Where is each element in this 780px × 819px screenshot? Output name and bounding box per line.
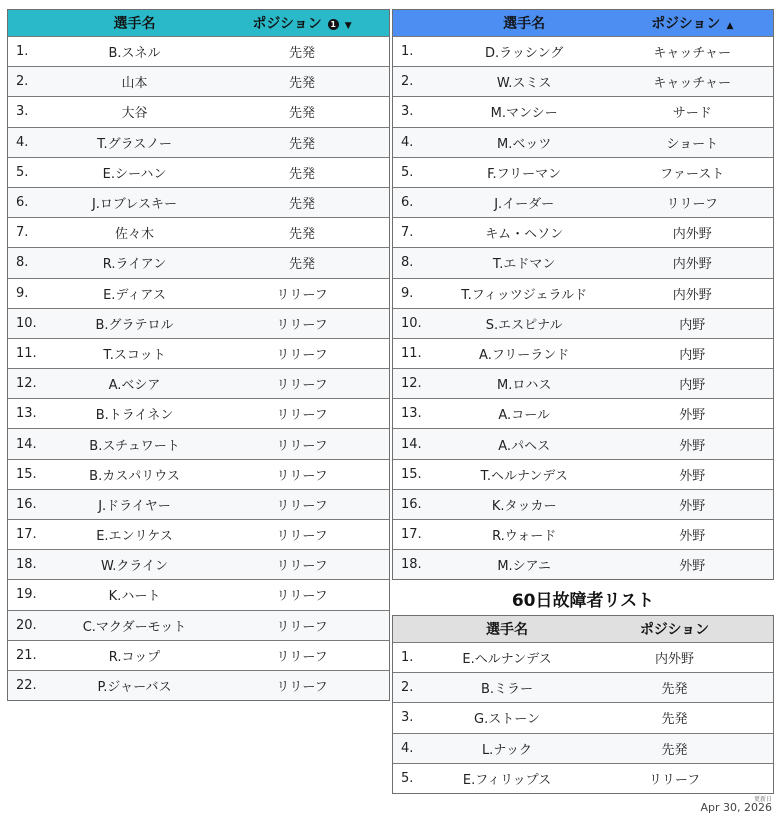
row-number: 13.: [401, 406, 422, 422]
table-row: [393, 733, 773, 763]
row-number: 4.: [401, 740, 414, 756]
header-name[interactable]: 選手名: [503, 16, 546, 32]
player-name: B.グラテロル: [95, 317, 174, 333]
player-name: K.ハート: [108, 589, 161, 605]
row-number: 3.: [401, 710, 414, 726]
player-name: K.タッカー: [491, 498, 557, 514]
player-name: F.フリーマン: [487, 166, 562, 182]
player-name: L.ナック: [481, 742, 533, 758]
player-name: キム・ヘソン: [485, 227, 564, 243]
table-row: [393, 519, 773, 549]
player-position: 先発: [288, 106, 315, 122]
row-number: 11.: [16, 345, 37, 361]
player-position: 先発: [661, 682, 688, 698]
table-row: [8, 36, 389, 66]
player-position: 外野: [679, 529, 706, 545]
table-row: [8, 640, 389, 670]
player-name: P.ジャーバス: [97, 680, 172, 696]
player-position: リリーフ: [276, 649, 328, 665]
table-row: [393, 398, 773, 428]
player-name: E.ディアス: [103, 287, 166, 303]
row-number: 19.: [16, 587, 37, 603]
player-name: E.フィリップス: [462, 772, 552, 788]
player-position: リリーフ: [276, 498, 328, 514]
player-name: E.シーハン: [102, 166, 167, 182]
table-row: [8, 127, 389, 157]
table-row: [8, 579, 389, 609]
table-row: [8, 157, 389, 187]
row-number: 14.: [401, 436, 422, 452]
table-row: [8, 398, 389, 428]
player-name: R.ライアン: [102, 257, 167, 273]
player-name: A.ベシア: [108, 378, 161, 394]
player-name: B.トライネン: [95, 408, 174, 424]
row-number: 15.: [16, 466, 37, 482]
player-position: リリーフ: [276, 317, 328, 333]
table-row: [393, 157, 773, 187]
table-row: [393, 187, 773, 217]
player-position: リリーフ: [276, 680, 328, 696]
player-position: 外野: [679, 468, 706, 484]
row-number: 9.: [401, 285, 414, 301]
player-name: T.ヘルナンデス: [480, 468, 568, 484]
table-row: [393, 338, 773, 368]
row-number: 1.: [401, 44, 414, 60]
table-row: [393, 428, 773, 458]
table-row: [8, 428, 389, 458]
player-name: A.コール: [498, 408, 550, 424]
table-row: [393, 36, 773, 66]
table-row: [393, 459, 773, 489]
table-header: [393, 616, 773, 642]
player-position: 内野: [679, 347, 706, 363]
player-position: リリーフ: [276, 529, 328, 545]
table-row: [8, 670, 389, 700]
table-row: [393, 247, 773, 277]
player-position: 先発: [288, 76, 315, 92]
row-number: 6.: [16, 195, 29, 211]
header-position[interactable]: [611, 13, 773, 33]
row-number: 21.: [16, 647, 37, 663]
player-name: M.マンシー: [490, 106, 558, 122]
player-position: 内外野: [654, 652, 694, 668]
row-number: 6.: [401, 195, 414, 211]
player-name: D.ラッシング: [485, 46, 564, 62]
player-name: E.ヘルナンデス: [462, 652, 552, 668]
row-number: 1.: [16, 44, 29, 60]
table-row: [8, 187, 389, 217]
player-position: 先発: [288, 227, 315, 243]
table-row: [393, 672, 773, 702]
player-position: リリーフ: [276, 347, 328, 363]
player-position: 外野: [679, 498, 706, 514]
table-row: [393, 549, 773, 579]
row-number: 5.: [16, 164, 29, 180]
player-name: B.カスパリウス: [89, 468, 180, 484]
player-name: R.ウォード: [492, 529, 557, 545]
row-number: 2.: [401, 680, 414, 696]
player-position: 先発: [288, 46, 315, 62]
player-name: J.イーダー: [494, 197, 555, 213]
row-number: 12.: [401, 376, 422, 392]
player-position: 先発: [661, 712, 688, 728]
player-position: 先発: [288, 136, 315, 152]
player-position: キャッチャー: [653, 76, 732, 92]
row-number: 16.: [16, 496, 37, 512]
player-position: リリーフ: [276, 408, 328, 424]
table-row: [393, 217, 773, 247]
row-number: 15.: [401, 466, 422, 482]
sort-desc-icon[interactable]: ▼: [344, 21, 352, 31]
table-row: [8, 519, 389, 549]
header-position-label: ポジション: [651, 16, 721, 32]
roster-table-pitchers: [7, 9, 390, 701]
header-position-label: ポジション: [252, 16, 322, 32]
player-name: M.シアニ: [497, 559, 552, 575]
table-row: [8, 338, 389, 368]
player-position: ファースト: [660, 166, 725, 182]
table-row: [8, 489, 389, 519]
table-row: [393, 96, 773, 126]
table-row: [8, 368, 389, 398]
row-number: 16.: [401, 496, 422, 512]
table-row: [8, 247, 389, 277]
table-row: [8, 278, 389, 308]
player-name: 佐々木: [114, 227, 154, 243]
player-position: リリーフ: [648, 772, 701, 788]
row-number: 18.: [16, 557, 37, 573]
table-body: [393, 642, 773, 793]
table-body: [8, 36, 389, 700]
player-name: R.コップ: [108, 649, 161, 665]
row-number: 5.: [401, 164, 414, 180]
row-number: 12.: [16, 376, 37, 392]
player-name: A.フリーランド: [479, 347, 570, 363]
row-number: 11.: [401, 345, 422, 361]
player-name: 山本: [121, 76, 148, 92]
header-position[interactable]: ポジション: [639, 622, 710, 638]
table-body: [393, 36, 773, 579]
row-number: 3.: [16, 104, 29, 120]
player-name: M.ベッツ: [496, 136, 552, 152]
updated-date: Apr 30, 2026: [700, 801, 772, 814]
row-number: 20.: [16, 617, 37, 633]
header-name[interactable]: 選手名: [113, 16, 156, 32]
table-header: [8, 10, 389, 36]
player-position: リリーフ: [276, 589, 328, 605]
table-row: [393, 278, 773, 308]
row-number: 4.: [16, 134, 29, 150]
player-position: 外野: [679, 438, 706, 454]
player-name: B.ミラー: [480, 682, 534, 698]
sort-asc-icon[interactable]: ▲: [726, 21, 734, 31]
table-row: [393, 66, 773, 96]
table-row: [8, 308, 389, 338]
player-position: 内野: [679, 317, 706, 333]
player-name: T.グラスノー: [97, 136, 172, 152]
player-position: リリーフ: [276, 378, 328, 394]
player-position: リリーフ: [276, 559, 328, 575]
player-position: 内外野: [672, 257, 712, 273]
player-position: リリーフ: [276, 287, 328, 303]
table-row: [393, 642, 773, 672]
row-number: 8.: [16, 255, 29, 271]
row-number: 1.: [401, 650, 414, 666]
row-number: 13.: [16, 406, 37, 422]
player-position: リリーフ: [666, 197, 718, 213]
sort-priority-badge: 1: [328, 19, 339, 30]
player-name: W.スミス: [496, 76, 552, 92]
table-row: [8, 549, 389, 579]
row-number: 17.: [16, 527, 37, 543]
player-position: 内野: [679, 378, 706, 394]
table-row: [393, 127, 773, 157]
player-position: 先発: [288, 257, 315, 273]
table-row: [8, 610, 389, 640]
header-name[interactable]: 選手名: [486, 622, 528, 638]
row-number: 5.: [401, 770, 414, 786]
player-name: M.ロハス: [496, 378, 552, 394]
player-position: キャッチャー: [653, 46, 732, 62]
row-number: 22.: [16, 678, 37, 694]
row-number: 2.: [401, 74, 414, 90]
table-row: [8, 66, 389, 96]
player-name: T.スコット: [103, 347, 166, 363]
player-name: B.スチュワート: [89, 438, 180, 454]
player-name: J.ロブレスキー: [91, 197, 178, 213]
row-number: 7.: [401, 225, 414, 241]
row-number: 2.: [16, 74, 29, 90]
table-row: [8, 459, 389, 489]
table-row: [393, 763, 773, 793]
player-position: リリーフ: [276, 468, 328, 484]
header-position[interactable]: [217, 13, 387, 33]
player-name: W.クライン: [100, 559, 169, 575]
player-name: E.エンリケス: [96, 529, 173, 545]
player-name: T.フィッツジェラルド: [461, 287, 588, 303]
injured-list-title: 60日故障者リスト: [511, 591, 655, 611]
row-number: 4.: [401, 134, 414, 150]
player-position: サード: [672, 106, 712, 122]
roster-table-fielders: [392, 9, 774, 580]
player-position: 外野: [679, 559, 706, 575]
row-number: 3.: [401, 104, 414, 120]
row-number: 14.: [16, 436, 37, 452]
player-position: 先発: [288, 197, 315, 213]
player-position: リリーフ: [276, 619, 328, 635]
player-name: A.パヘス: [498, 438, 551, 454]
row-number: 18.: [401, 557, 422, 573]
player-name: T.エドマン: [492, 257, 556, 273]
row-number: 8.: [401, 255, 414, 271]
row-number: 9.: [16, 285, 29, 301]
player-name: 大谷: [121, 106, 148, 122]
player-name: J.ドライヤー: [98, 498, 171, 514]
player-position: 先発: [288, 166, 315, 182]
player-name: C.マクダーモット: [82, 619, 187, 635]
row-number: 10.: [16, 315, 37, 331]
player-position: 先発: [661, 742, 688, 758]
row-number: 17.: [401, 527, 422, 543]
player-position: 内外野: [672, 227, 712, 243]
player-position: リリーフ: [276, 438, 328, 454]
table-row: [393, 368, 773, 398]
row-number: 7.: [16, 225, 29, 241]
table-row: [8, 217, 389, 247]
row-number: 10.: [401, 315, 422, 331]
table-row: [393, 702, 773, 732]
player-name: S.エスピナル: [485, 317, 563, 333]
roster-table-injured: [392, 615, 774, 794]
table-row: [8, 96, 389, 126]
player-name: G.ストーン: [474, 712, 540, 728]
player-position: ショート: [666, 136, 719, 152]
updated-label: 更新日: [753, 796, 772, 803]
table-row: [393, 489, 773, 519]
table-row: [393, 308, 773, 338]
table-header: [393, 10, 773, 36]
player-name: B.スネル: [108, 46, 161, 62]
player-position: 内外野: [672, 287, 712, 303]
player-position: 外野: [679, 408, 706, 424]
